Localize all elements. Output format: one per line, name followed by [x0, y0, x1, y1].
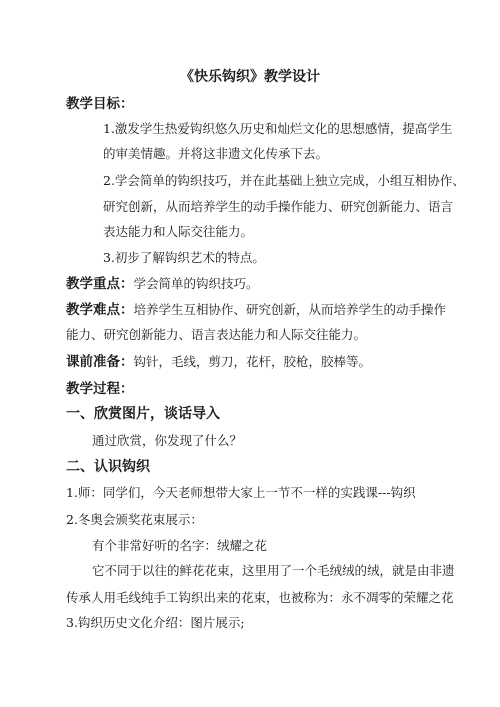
process-heading: 教学过程： [66, 381, 134, 397]
objectives-heading: 教学目标： [66, 96, 134, 112]
document-title: 《快乐钩织》教学设计 [180, 69, 320, 85]
difficulty-text-line-1: 培养学生互相协作、研究创新，从而培养学生的动手操作 [133, 302, 447, 317]
key-point-text: 学会简单的钩织技巧。 [133, 276, 259, 291]
objective-2-line-1: 2.学会简单的钩织技巧，并在此基础上独立完成，小组互相协作、 [103, 173, 465, 188]
difficulty-text-line-2: 能力、研究创新能力、语言表达能力和人际交往能力。 [66, 327, 367, 342]
step-2-desc-line-1: 它不同于以往的鲜花花束，这里用了一个毛绒绒的绒，就是由非遗 [92, 563, 455, 578]
step-3: 3.钩织历史文化介绍：图片展示; [66, 615, 245, 630]
difficulty-row [66, 302, 446, 318]
section-1-heading: 一、欣赏图片，谈话导入 [66, 406, 220, 422]
step-2-desc-line-2: 传承人用毛线纯手工钩织出来的花束，也被称为：永不凋零的荣耀之花 [66, 590, 454, 605]
objective-2-line-2: 研究创新，从而培养学生的动手操作能力、研究创新能力、语言 [103, 199, 454, 214]
key-point-label: 教学重点： [66, 276, 134, 292]
step-1: 1.师：同学们，今天老师想带大家上一节不一样的实践课---钩织 [66, 485, 416, 500]
step-2: 2.冬奥会颁奖花束展示： [66, 512, 203, 527]
difficulty-label: 教学难点： [66, 302, 134, 318]
objective-2-line-3: 表达能力和人际交往能力。 [103, 224, 254, 239]
preparation-label: 课前准备： [66, 354, 134, 370]
objective-3: 3.初步了解钩织艺术的特点。 [103, 250, 265, 265]
key-point-row [66, 276, 259, 292]
section-1-text: 通过欣赏，你发现了什么？ [92, 433, 243, 448]
objective-1-line-1: 1.激发学生热爱钩织悠久历史和灿烂文化的思想感情，提高学生 [103, 121, 453, 136]
step-2-sub: 有个非常好听的名字：绒耀之花 [92, 538, 268, 553]
preparation-text: 钩针，毛线，剪刀，花杆，胶枪，胶棒等。 [133, 354, 372, 369]
section-2-heading: 二、认识钩织 [66, 459, 150, 475]
objective-1-line-2: 的审美情趣。并将这非遗文化传承下去。 [103, 146, 329, 161]
preparation-row [66, 354, 371, 370]
